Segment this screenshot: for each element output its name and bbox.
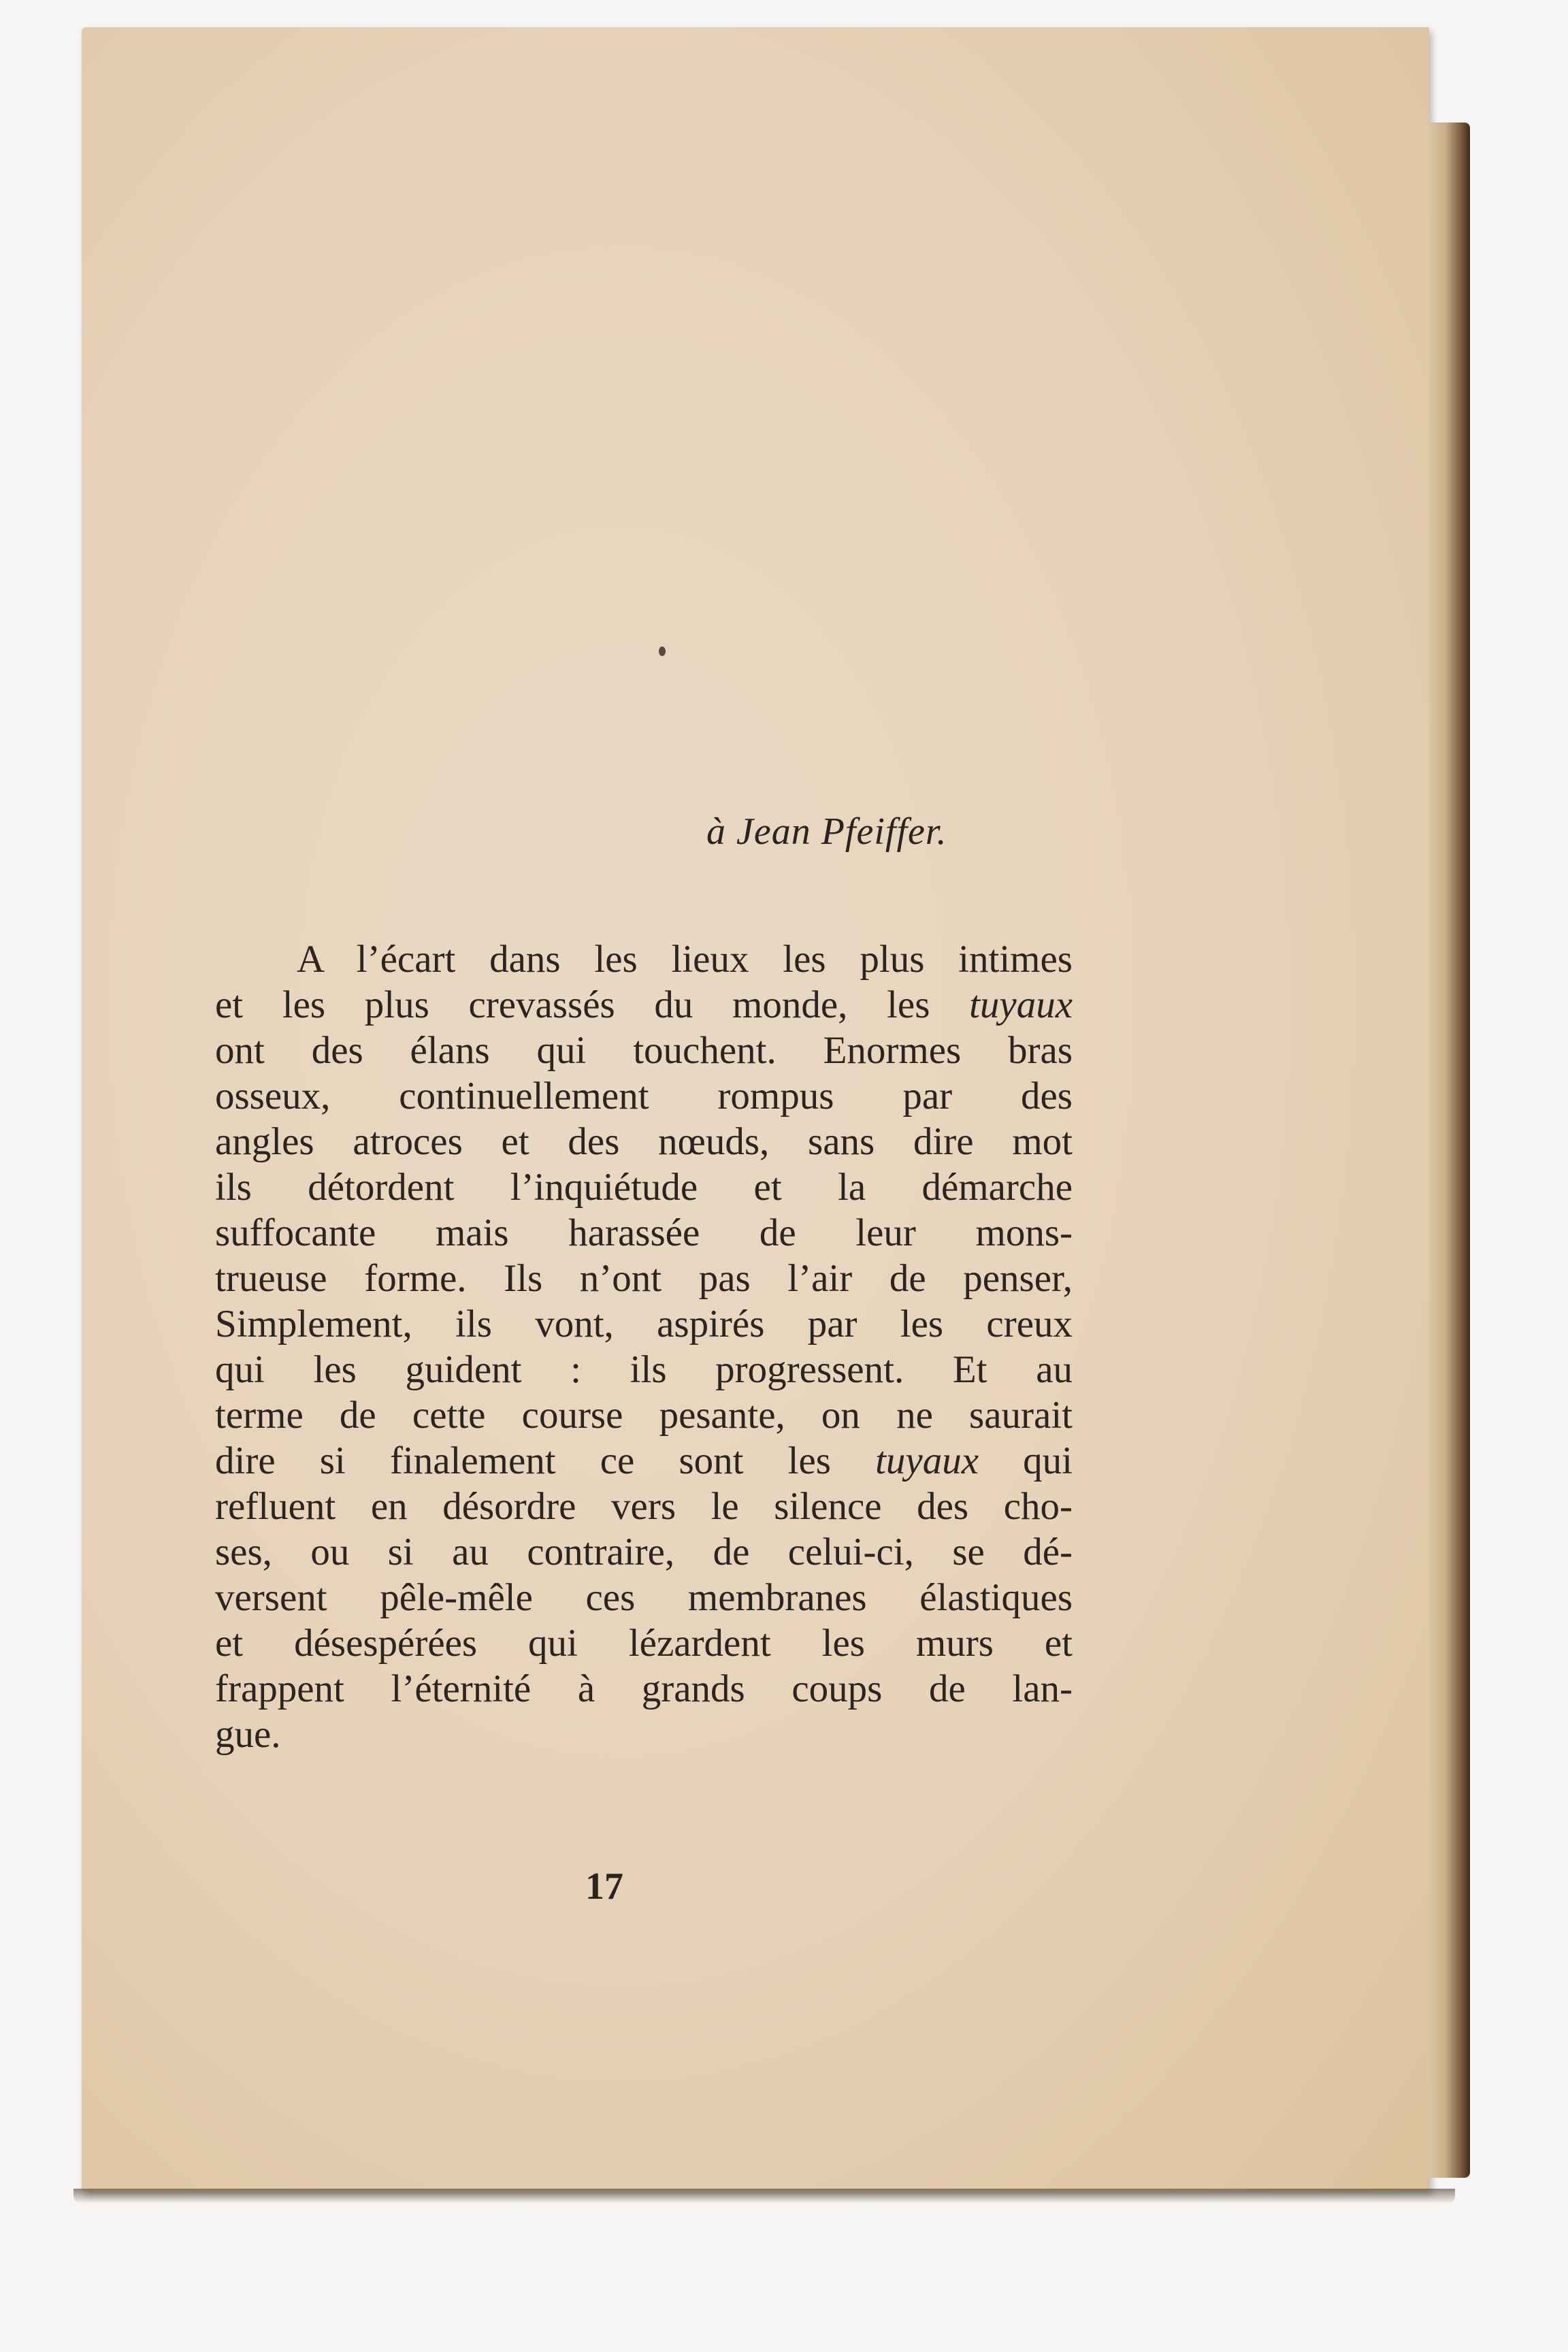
text-line: ont des élans qui touchent. Enormes bras (215, 1029, 1073, 1072)
text-line: et désespérées qui lézardent les murs et (215, 1622, 1073, 1665)
text-line: trueuse forme. Ils n’ont pas l’air de penser, (215, 1257, 1073, 1300)
text-line: gue. (215, 1713, 281, 1756)
dedication: à Jean Pfeiffer. (706, 811, 947, 853)
page-bottom-shadow (74, 2189, 1455, 2204)
page-stack-edge (1429, 122, 1470, 2178)
text-line: ils détordent l’inquiétude et la démarche (215, 1166, 1073, 1209)
text-line: angles atroces et des nœuds, sans dire mot (215, 1120, 1073, 1163)
text-line: frappent l’éternité à grands coups de lan- (215, 1667, 1073, 1710)
text-line: dire si finalement ce sont les tuyaux qui (215, 1439, 1073, 1482)
text-line: et les plus crevassés du monde, les tuyaux (215, 983, 1073, 1026)
text-line: suffocante mais harassée de leur mons- (215, 1211, 1073, 1254)
text-line: A l’écart dans les lieux les plus intimes (297, 938, 1073, 981)
text-line: versent pêle-mêle ces membranes élastiques (215, 1576, 1073, 1619)
paper-speck (659, 647, 666, 656)
text-line: Simplement, ils vont, aspirés par les creux (215, 1303, 1073, 1345)
text-line: osseux, continuellement rompus par des (215, 1075, 1073, 1117)
text-line: refluent en désordre vers le silence des cho- (215, 1485, 1073, 1528)
poem-body (215, 936, 1073, 1757)
page-number: 17 (585, 1865, 623, 1908)
text-line: terme de cette course pesante, on ne saurait (215, 1394, 1073, 1437)
text-line: ses, ou si au contraire, de celui-ci, se dé- (215, 1531, 1073, 1573)
text-line: qui les guident : ils progressent. Et au (215, 1348, 1073, 1391)
